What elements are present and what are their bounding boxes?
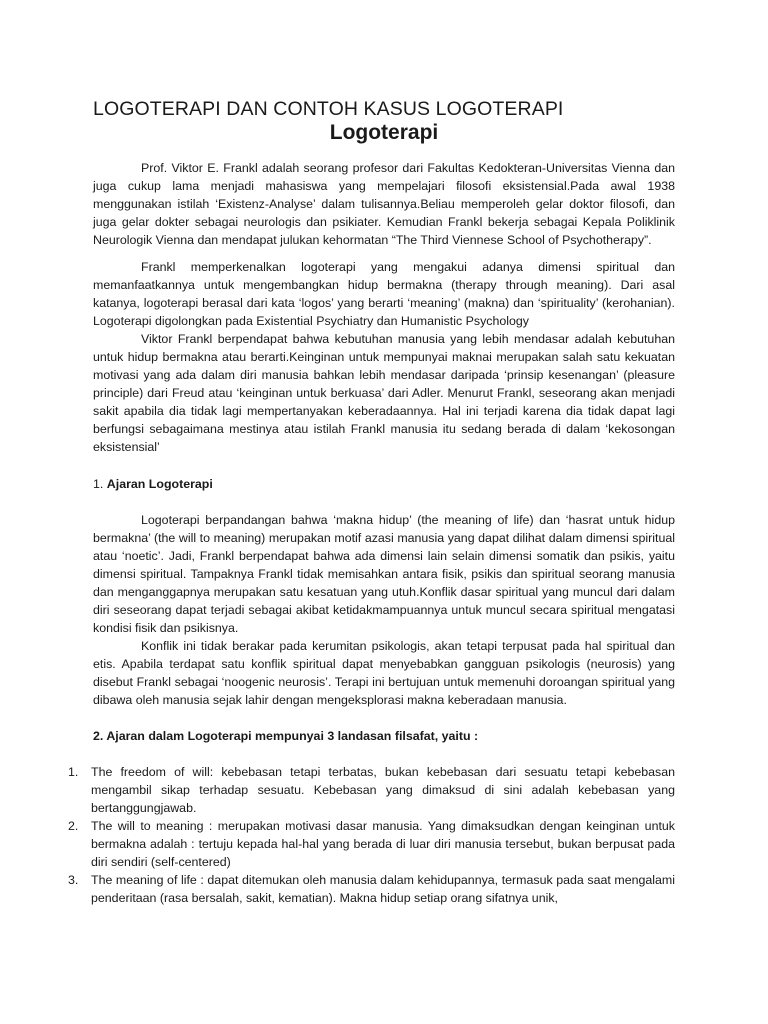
document-title: LOGOTERAPI DAN CONTOH KASUS LOGOTERAPI xyxy=(93,98,564,120)
list-item-text: The meaning of life : dapat ditemukan oleh manusia dalam kehidupannya, termasuk pada saat mengalami penderitaan (rasa bersalah, sakit, kematian). Makna hidup setiap orang sifatnya unik, xyxy=(91,873,675,905)
list-item xyxy=(68,871,675,907)
section-1-paragraph-2: Konflik ini tidak berakar pada kerumitan psikologis, akan tetapi terpusat pada hal spiritual dan etis. Apabila terdapat satu konflik spiritual dapat menyebabkan gangguan psikologis (neurosis) yang disebut Frankl sebagai ‘noogenic neurosis’. Terapi ini bertujuan untuk memenuhi doroangan spiritual yang dibawa oleh manusia sejak lahir dengan mengeksplorasi makna keberadaan manusia. xyxy=(93,639,675,707)
section-1-paragraph-1: Logoterapi berpandangan bahwa ‘makna hidup’ (the meaning of life) dan ‘hasrat untuk hidup bermakna’ (the will to meaning) merupakan motif azasi manusia yang dapat dilihat dalam dimensi spiritual atau ‘noetic’. Jadi, Frankl berpendapat bahwa ada dimensi lain selain dimensi somatik dan psikis, yaitu dimensi spiritual. Tampaknya Frankl tidak memisahkan antara fisik, psikis dan spiritual seorang manusia dan menganggapnya merupakan satu kesatuan yang utuh.Konflik dasar spiritual yang muncul dari dalam diri seseorang dapat terjadi sebagai akibat ketidakmampuannya untuk muncul secara spiritual mengatasi kondisi fisik dan psikisnya. xyxy=(93,513,675,635)
paragraph-frankl-view: Viktor Frankl berpendapat bahwa kebutuhan manusia yang lebih mendasar adalah kebutuhan untuk hidup bermakna atau berarti.Keinginan untuk mempunyai maknai merupakan salah satu kekuatan motivasi yang ada dalam diri manusia bahkan lebih mendasar daripada ‘prinsip kesenangan’ (pleasure principle) dari Freud atau ‘keinginan untuk berkuasa’ dari Adler. Menurut Frankl, seseorang akan menjadi sakit apabila dia tidak lagi mempertanyakan keberadaannya. Hal ini terjadi karena dia tidak dapat lagi berfungsi sebagaimana mestinya atau istilah Frankl manusia itu sedang berada di dalam ‘kekosongan eksistensial’ xyxy=(93,332,675,454)
section-2-title: 2. Ajaran dalam Logoterapi mempunyai 3 landasan filsafat, yaitu : xyxy=(93,729,479,743)
document-subtitle: Logoterapi xyxy=(329,121,439,144)
list-item-text: The will to meaning : merupakan motivasi dasar manusia. Yang dimaksudkan dengan keinginan untuk bermakna adalah : tertuju kepada hal-hal yang berada di luar diri manusia tersebut, bukan berpusat pada diri sendiri (self-centered) xyxy=(91,819,675,869)
list-item-number: 3. xyxy=(68,873,79,887)
section-1-title: Ajaran Logoterapi xyxy=(106,477,213,491)
list-item-number: 2. xyxy=(68,819,79,833)
section-1-number: 1. xyxy=(93,477,104,491)
list-item xyxy=(68,763,675,817)
list-item-number: 1. xyxy=(68,765,79,779)
list-item xyxy=(68,817,675,871)
paragraph-logotherapy-definition: Frankl memperkenalkan logoterapi yang mengakui adanya dimensi spiritual dan memanfaatkannya untuk mengembangkan hidup bermakna (therapy through meaning). Dari asal katanya, logoterapi berasal dari kata ‘logos’ yang berarti ‘meaning’ (makna) dan ‘spirituality’ (kerohanian). Logoterapi digolongkan pada Existential Psychiatry dan Humanistic Psychology xyxy=(93,260,675,328)
philosophy-list xyxy=(68,763,675,907)
paragraph-intro: Prof. Viktor E. Frankl adalah seorang profesor dari Fakultas Kedokteran-Universitas Vienna dan juga cukup lama menjadi mahasiswa yang mempelajari filosofi eksistensial.Pada awal 1938 menggunakan istilah ‘Existenz-Analyse’ dalam tulisannya.Beliau memperoleh gelar doktor filosofi, dan juga gelar dokter sebagai neurologis dan psikiater. Kemudian Frankl bekerja sebagai Kepala Poliklinik Neurologik Vienna dan mendapat julukan kehormatan “The Third Viennese School of Psychotherapy”. xyxy=(93,161,675,247)
list-item-text: The freedom of will: kebebasan tetapi terbatas, bukan kebebasan dari sesuatu tetapi kebebasan mengambil sikap terhadap sesuatu. Kebebasan yang dimaksud di sini adalah kebebasan yang bertanggungjawab. xyxy=(91,765,675,815)
section-2-heading xyxy=(93,727,675,745)
section-1-heading xyxy=(93,475,675,493)
